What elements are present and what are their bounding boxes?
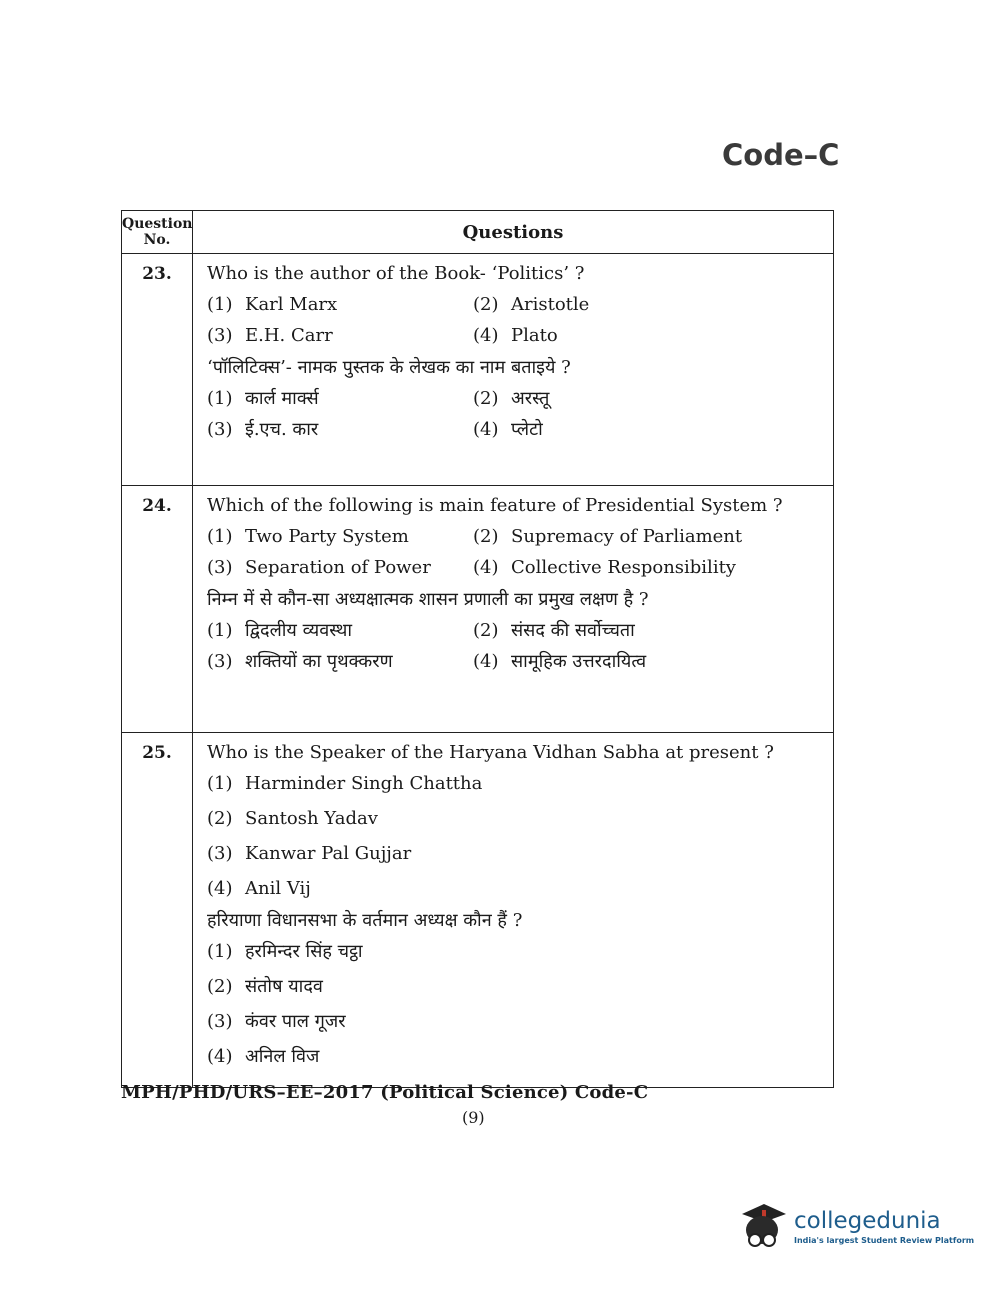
question-text-hi: निम्न में से कौन-सा अध्यक्षात्मक शासन प्रणाली का प्रमुख लक्षण है ? — [207, 589, 649, 610]
option-number: (3) — [207, 419, 233, 440]
option — [207, 842, 823, 866]
option-number: (4) — [473, 651, 499, 672]
option-number: (1) — [207, 526, 233, 547]
option — [207, 807, 823, 831]
option-number: (3) — [207, 651, 233, 672]
mascot-icon — [734, 1196, 790, 1256]
options-hi — [207, 387, 823, 442]
option — [473, 418, 823, 442]
option — [207, 650, 473, 674]
option-text: Two Party System — [245, 526, 409, 547]
option — [207, 619, 473, 643]
option-number: (2) — [207, 808, 233, 829]
option-text: कंवर पाल गूजर — [245, 1011, 346, 1032]
option — [207, 293, 473, 317]
option-text: Plato — [511, 325, 558, 346]
option — [473, 387, 823, 411]
option-number: (3) — [207, 843, 233, 864]
option-text: Separation of Power — [245, 557, 431, 578]
question-row — [122, 254, 834, 486]
option-number: (3) — [207, 1011, 233, 1032]
options-hi — [207, 940, 823, 1069]
options-en — [207, 772, 823, 901]
question-text-en: Which of the following is main feature of Presidential System ? — [207, 495, 783, 516]
option — [207, 387, 473, 411]
option — [473, 324, 823, 348]
option — [207, 975, 823, 999]
option-text: हरमिन्दर सिंह चट्ठा — [245, 941, 363, 962]
option — [207, 940, 823, 964]
brand-name: collegedunia — [794, 1207, 941, 1234]
question-number: 24. — [122, 486, 193, 733]
option-text: सामूहिक उत्तरदायित्व — [511, 651, 647, 672]
question-number-header: Question No. — [122, 211, 193, 254]
option-number: (2) — [473, 388, 499, 409]
option-number: (1) — [207, 941, 233, 962]
option-number: (3) — [207, 325, 233, 346]
options-hi — [207, 619, 823, 674]
option-number: (2) — [207, 976, 233, 997]
option — [207, 418, 473, 442]
option-number: (4) — [473, 325, 499, 346]
question-body — [193, 486, 834, 733]
option-number: (1) — [207, 388, 233, 409]
option-number: (1) — [207, 620, 233, 641]
option — [207, 877, 823, 901]
question-body — [193, 254, 834, 486]
question-text-en: Who is the author of the Book- ‘Politics’ ? — [207, 263, 585, 284]
option-number: (4) — [207, 1046, 233, 1067]
option-number: (4) — [473, 419, 499, 440]
option-text: द्विदलीय व्यवस्था — [245, 620, 353, 641]
option-number: (4) — [207, 878, 233, 899]
option-text: कार्ल मार्क्स — [245, 388, 319, 409]
option — [473, 525, 823, 549]
option-number: (1) — [207, 294, 233, 315]
question-number: 25. — [122, 733, 193, 1088]
question-body — [193, 733, 834, 1088]
questions-table — [121, 210, 834, 1088]
collegedunia-logo — [734, 1196, 974, 1256]
question-text-hi: हरियाणा विधानसभा के वर्तमान अध्यक्ष कौन हैं ? — [207, 910, 523, 931]
option-text: संसद की सर्वोच्चता — [511, 620, 635, 641]
option — [207, 772, 823, 796]
option-text: Aristotle — [511, 294, 590, 315]
option-number: (3) — [207, 557, 233, 578]
option-number: (2) — [473, 526, 499, 547]
option-number: (2) — [473, 620, 499, 641]
option-number: (4) — [473, 557, 499, 578]
option-text: संतोष यादव — [245, 976, 323, 997]
option-text: Anil Vij — [245, 878, 311, 899]
option-text: Karl Marx — [245, 294, 338, 315]
option-text: Harminder Singh Chattha — [245, 773, 483, 794]
options-en — [207, 525, 823, 580]
option-text: प्लेटो — [511, 419, 543, 440]
page-number: (9) — [462, 1108, 485, 1127]
code-label: Code–C — [722, 138, 840, 172]
option-text: Supremacy of Parliament — [511, 526, 743, 547]
option-text: Kanwar Pal Gujjar — [245, 843, 412, 864]
option — [207, 324, 473, 348]
question-text-en: Who is the Speaker of the Haryana Vidhan Sabha at present ? — [207, 742, 774, 763]
option — [207, 1045, 823, 1069]
option — [473, 556, 823, 580]
question-text-hi: ‘पॉलिटिक्स’- नामक पुस्तक के लेखक का नाम बताइये ? — [207, 357, 571, 378]
options-en — [207, 293, 823, 348]
option — [473, 650, 823, 674]
option — [207, 525, 473, 549]
option-text: अरस्तू — [511, 388, 550, 409]
option — [473, 619, 823, 643]
option-text: Collective Responsibility — [511, 557, 736, 578]
option — [207, 556, 473, 580]
option-number: (2) — [473, 294, 499, 315]
question-number: 23. — [122, 254, 193, 486]
option-text: शक्तियों का पृथक्करण — [245, 651, 393, 672]
table-header-row — [122, 211, 834, 254]
option-text: Santosh Yadav — [245, 808, 378, 829]
option — [207, 1010, 823, 1034]
question-row — [122, 733, 834, 1088]
option-text: अनिल विज — [245, 1046, 320, 1067]
questions-header: Questions — [193, 211, 834, 254]
question-row — [122, 486, 834, 733]
exam-footer-title: MPH/PHD/URS–EE–2017 (Political Science) Code-C — [121, 1082, 649, 1103]
option-number: (1) — [207, 773, 233, 794]
option — [473, 293, 823, 317]
option-text: E.H. Carr — [245, 325, 333, 346]
option-text: ई.एच. कार — [245, 419, 319, 440]
brand-tagline: India's largest Student Review Platform — [794, 1235, 975, 1245]
